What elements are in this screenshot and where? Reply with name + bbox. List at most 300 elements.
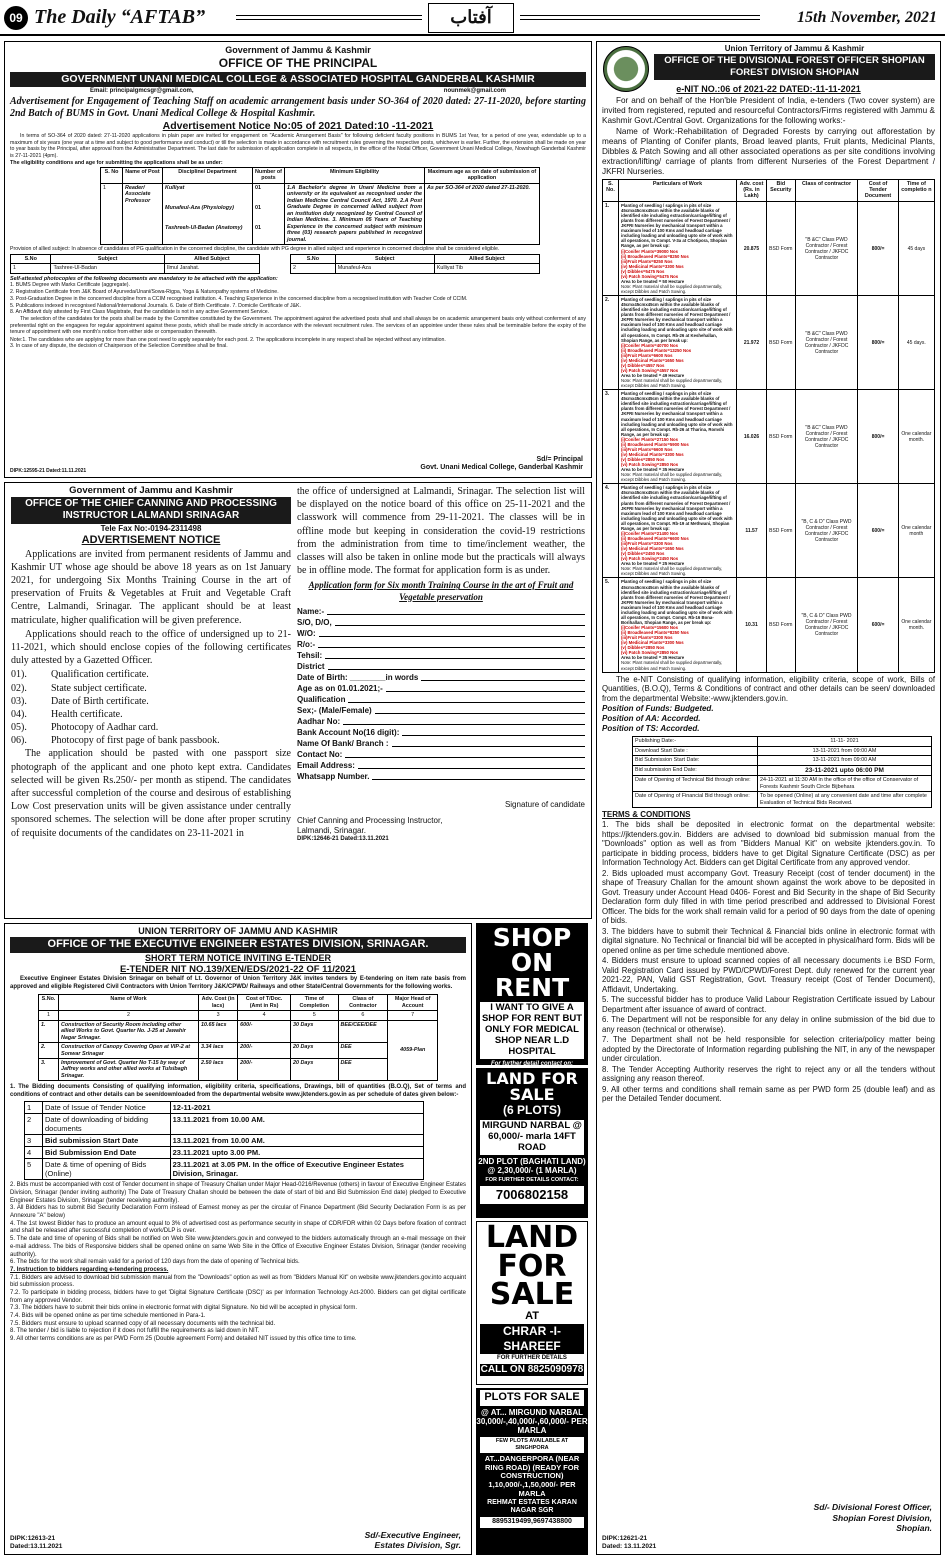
- table-row: [101, 183, 540, 244]
- list-item: 2. Registration Certificate from J&K Board of Ayurveda/Unani/Sowa-Rigpa, Yoga & Naturopathy systems of Medicine.: [10, 289, 279, 296]
- cell-class: "B &C" Class PWD Contractor / Forest Contractor / JKFDC Contractor: [795, 201, 858, 295]
- work-item: (iv) Medicinal Plants=1650 Nos: [621, 546, 684, 552]
- form-field-label: District: [297, 661, 325, 671]
- cell-time: 45 days: [898, 201, 934, 295]
- cell-security: BSD Form: [767, 484, 796, 578]
- table-row: [603, 296, 935, 390]
- lalmandi-signature: Chief Canning and Processing Instructor,: [297, 815, 443, 825]
- list-item: 9. All other terms conditions are as per PWD Form 25 (Double agreement Form) and detailed NIT issued by this office time to time.: [10, 1335, 357, 1342]
- forest-signature-place: Shopian.: [896, 1523, 932, 1534]
- table-row: [603, 484, 935, 578]
- lalmandi-form-title: Application form for Six month Training Course in the art of Fruit and Vegetable preservation: [308, 580, 574, 602]
- masthead-rule-right: [520, 15, 760, 20]
- cell: Date of downloading of bidding documents: [43, 1114, 171, 1135]
- form-field: [297, 717, 585, 727]
- land2-title: LAND FOR SALE: [485, 1221, 579, 1312]
- cell-security: BSD Form: [767, 578, 796, 672]
- allied-cell: Ilmul Jarahat.: [164, 264, 259, 273]
- estates-signature-division: Estates Division, Sgr.: [374, 1540, 461, 1551]
- cell: Bid submission End Date:: [633, 765, 758, 776]
- estates-office-banner: OFFICE OF THE EXECUTIVE ENGINEER ESTATES DIVISION, SRINAGAR.: [10, 937, 466, 953]
- unani-notes: [10, 337, 586, 350]
- list-item: 5. Publications indexed in recognised National/International Journals. 6. Date of Birth Certificate. 7. Domicile Certificate of J&K.: [10, 302, 301, 309]
- col-doc: Cost of T/Doc. (Amt in Rs): [238, 995, 291, 1011]
- list-item: [11, 668, 291, 681]
- table-row: [39, 1043, 438, 1059]
- work-area: Area to be treated = 25 Hectare: [621, 561, 685, 567]
- cell: Date of Opening of Financial Bid through online:: [633, 792, 758, 808]
- table-row: [633, 792, 932, 808]
- cell: 200/-: [238, 1043, 291, 1059]
- form-field-label: Email Address:: [297, 760, 355, 770]
- lalmandi-p3: The application should be pasted with one passport size photograph of the applicant and one photo kept extra. Candidates selected will be given Rs.250/- per month as stipend. The candidates after successful completion of the course and desirous of establishing Low Cost preservation units will be given assistance under centrally sponsored schemes. The selection will be done after proper scrutiny of requisite documents of the candidates on 23-11-2021 in: [11, 748, 291, 839]
- form-field-label: W/O:: [297, 628, 316, 638]
- list-num: 04).: [11, 708, 27, 720]
- cell-sno: 1: [101, 183, 123, 244]
- unani-college-banner: GOVERNMENT UNANI MEDICAL COLLEGE & ASSOCIATED HOSPITAL GANDERBAL KASHMIR: [10, 72, 586, 87]
- lalmandi-cert-list: [11, 668, 291, 747]
- cell: Publishing Date:-: [633, 737, 758, 746]
- work-area: Area to be treated = 50 Hectare: [621, 278, 685, 284]
- lalmandi-signature-place: Lalmandi, Srinagar.: [297, 825, 366, 835]
- estates-dipk: DIPK:12613-21: [10, 1534, 56, 1542]
- unani-signature: Sd/= Principal: [536, 455, 583, 463]
- work-place: Rb-26 at Keshehallan, Shopian Range, as per break up:: [621, 332, 717, 343]
- cell: 30 Days: [291, 1020, 338, 1042]
- form-field: [297, 662, 585, 672]
- work-item: (vi) Patch Sowing=2850 Nos: [621, 650, 679, 656]
- list-item: 7.2. To participate in bidding process, bidders have to get 'Digital Signature Certificate (DSC)' as per Information Technology Act-2000. Bidders can get digital certificate from any approved Vendor.: [10, 1289, 466, 1304]
- list-item: 3. All Bidders has to submit Bid Security Declaration Form instead of Earnest money as per the circular of Finance Department (Bid Security Declaration Form is as per Annexure "A" below): [10, 1205, 466, 1220]
- form-field: [297, 750, 585, 760]
- cell-cost: 10.31: [737, 578, 767, 672]
- cell: DEE: [338, 1043, 388, 1059]
- count-2: 01: [255, 204, 261, 211]
- form-field-label: Age as on 01.01.2021;-: [297, 683, 383, 693]
- col-num: 7: [388, 1011, 438, 1020]
- work-item: (iii)Fruit Plants=8250 Nos: [621, 258, 673, 264]
- cell-doc: 600/=: [858, 484, 898, 578]
- forest-works-table: [602, 179, 935, 673]
- cell: Bid submission Start Date: [43, 1135, 171, 1147]
- allied-col-subject: Subject: [335, 254, 434, 263]
- list-item: 8. The tender / bid is liable to rejection if it does not fulfill the requirements as laid down in NIT.: [10, 1328, 260, 1335]
- list-item: 7. Instruction to bidders regarding e-tendering process.: [10, 1266, 169, 1273]
- forest-terms-heading: TERMS & CONDITIONS: [602, 810, 691, 820]
- land1-body2: 2ND PLOT (BAGHATI LAND) @ 2,30,000/- (1 MARLA): [478, 1156, 586, 1175]
- table-row: [25, 1159, 424, 1180]
- work-note: Note: Plant material shall be supplied departmentally, except Dibbles and Patch Sowing.: [621, 566, 723, 577]
- list-item: 4. The 1st lowest Bidder has to produce an amount equal to 3% of advertised cost as performance security in shape of CDR/FDR within 02 Days before fixation of contract and shall be released after successful completion of work/DLP is over.: [10, 1220, 466, 1235]
- form-field-label: Bank Account No(16 digit):: [297, 727, 400, 737]
- col-work: Name of Work: [59, 995, 199, 1011]
- cell-time: One calendar month.: [898, 578, 934, 672]
- cell-sno: 3.: [603, 390, 619, 484]
- cell: To be opened (Online) at any convenient date and time after complete Evaluation of Technical Bids Received.: [758, 792, 932, 808]
- cell-sno: 1.: [603, 201, 619, 295]
- work-item: (iv) Medicinal Plants=3300 Nos: [621, 263, 684, 269]
- work-item: (iv) Medicinal Plants=3300 Nos: [621, 640, 684, 646]
- list-item: [11, 721, 291, 734]
- col-security: Bid Security: [767, 179, 796, 201]
- work-item: (i)Conifer Plants=15600 Nos: [621, 625, 678, 631]
- cell: 20 Days: [291, 1059, 338, 1081]
- form-field: [297, 607, 585, 617]
- list-num: 01).: [11, 669, 27, 681]
- form-field-label: S/O, D/O,: [297, 617, 332, 627]
- cell: 12-11-2021: [170, 1102, 423, 1114]
- form-field-label: R/o:-: [297, 639, 316, 649]
- col-number: Number of posts: [253, 167, 285, 183]
- cell: 1: [25, 1102, 43, 1114]
- cell: 23-11-2021 upto 06:00 PM: [758, 765, 932, 776]
- allied-col-sno: S.No: [11, 254, 51, 263]
- plots-title: PLOTS FOR SALE: [480, 1390, 584, 1406]
- dept-1: Kulliyat: [165, 184, 185, 191]
- work-item: (vi) Patch Sowing=5475 Nos: [621, 273, 679, 279]
- col-sno: S.No.: [39, 995, 59, 1011]
- unani-docs-list: [10, 282, 586, 316]
- land1-title: LAND FOR SALE: [486, 1069, 578, 1104]
- cell-work: [619, 578, 737, 672]
- forest-terms: [602, 820, 935, 1104]
- table-row: [25, 1147, 424, 1159]
- lalmandi-fax: Tele Fax No:-0194-2311498: [100, 523, 202, 533]
- estates-terms: [10, 1182, 466, 1343]
- forest-dipk: DIPK:12621-21: [602, 1534, 648, 1542]
- cell-time: 45 days.: [898, 296, 934, 390]
- forest-division-advert: [596, 41, 941, 1555]
- work-item: (v) Dibbles=5475 Nos: [621, 268, 665, 274]
- list-item: 7.3. The bidders have to submit their bids online in electronic format with digital Signature. No bid will be accepted in physical form.: [10, 1305, 358, 1312]
- work-place: Rb-26 at Tharina, Romshi Range, as per break up:: [621, 426, 725, 437]
- col-time: Time of Completion: [291, 995, 338, 1011]
- cell: Construction of Security Room including other allied Works to Govt. Quarter No. J-25 at Jawahir Nagar Srinagar.: [59, 1020, 199, 1042]
- unani-intro: In terms of SO-364 of 2020 dated: 27-11-2020 applications in plain paper are invited for engagement on "Academic Arrangement Basis" for following deficient faculty positions in BUMS 1st Year, for a period of one year, extendable up to a maximum of six years (one year at a time and subject to good performance and conduct) or till the selection is made in accordance with recruitment rules governing the respective posts, whichever is earlier. Further, the extension shall be made on year to year basis by the Principal, after approval from the Administrative Department. The last date for submission of application complete in all respects, in the office of the Nodal Officer, Government Unani Medical College, Nowshagh Ganderbal Kashmir is 27-11-2021 (4pm).: [10, 133, 586, 159]
- table-row: [39, 1059, 438, 1081]
- list-item: Position of Funds: Budgeted.: [602, 704, 714, 714]
- work-place: V-3a at Chotipora, Shopian Range, as per break up:: [621, 238, 728, 249]
- list-num: 06).: [11, 735, 27, 747]
- work-item: (i)Conifer Plants=39000 Nos: [621, 248, 678, 254]
- work-text: Planting of seedling / saplings in pits of size 45cmx45cmx45cm within the available blanks of identified site including extraction/carriage/lifting of plants from different nurseries of Forest Department / JKFRI Nurseries by mechanical transport within a maximum lead of 100 Kms and headload carriage including loading and unloading upto site of work with all operations, In Compt.: [621, 485, 733, 526]
- list-item: Position of TS: Accorded.: [602, 724, 700, 734]
- work-area: Area to be treated = 35 Hectare: [621, 655, 685, 661]
- form-field: [297, 739, 585, 749]
- work-note: Note: Plant material shall be supplied departmentally, except Dibbles and Patch Sowing.: [621, 283, 723, 295]
- cell: 13-11-2021 from 09:00 AM: [758, 756, 932, 765]
- col-cost: Adv. Cost (in lacs): [199, 995, 238, 1011]
- form-field-label: Tehsil:: [297, 650, 323, 660]
- work-item: (iii)Fruit Plants=6600 Nos: [621, 352, 673, 358]
- cell: BEE/CEE/DEE: [338, 1020, 388, 1042]
- cell-work: [619, 296, 737, 390]
- cell-sno: 2.: [603, 296, 619, 390]
- form-field: [297, 629, 585, 639]
- list-text: Date of Birth certificate.: [51, 695, 149, 707]
- cell: 23.11.2021 at 3.05 PM. In the office of Executive Engineer Estates Division, Srinagar.: [170, 1159, 423, 1180]
- note-item: 3. In case of any dispute, the decision of Chairperson of the Selection Committee shall be final.: [10, 343, 228, 350]
- forest-division-banner: FOREST DIVISION SHOPIAN: [654, 67, 935, 80]
- col-num: 3: [199, 1011, 238, 1020]
- list-item: 9. All other terms and conditions shall remain same as per PWD form 25 (double leaf) and as per the Detailed Tender document.: [602, 1084, 935, 1104]
- forest-work: Name of Work:-Rehabilitation of Degraded Forests by carrying out afforestation by means of Planting of Conifer plants, Broad leaved plants, Fruit plants, Medicinal Plants, Dibbles & Patch Sowing and all other associated operations as per site conditions involving extraction/lifting/ carriage of plants from different Nurseries of the Forest Department / JKFRI Nurseries.: [602, 126, 935, 176]
- list-item: [11, 734, 291, 747]
- land2-phone: CALL ON 8825090978: [480, 1363, 584, 1375]
- cell-sno: 4.: [603, 484, 619, 578]
- form-field-label: Qualification: [297, 694, 346, 704]
- list-item: 7.4. Bids will be opened online as per time schedule mentioned in Para-1.: [10, 1312, 206, 1319]
- lalmandi-p2: Applications should reach to the office of undersigned up to 21-11-2021, which should enclose copies of the following certificates duly attested by a Gazetted Officer.: [11, 628, 291, 667]
- form-field-label: Contact No:: [297, 749, 343, 759]
- cell: 2.50 lacs: [199, 1059, 238, 1081]
- cell-doc: 800/=: [858, 201, 898, 295]
- estates-nit: E-TENDER NIT NO.139/XEN/EDS/2021-22 OF 11/2021: [119, 964, 356, 976]
- unani-posts-table: [100, 167, 540, 245]
- lalmandi-form: [297, 607, 585, 782]
- plots-body2: AT...DANGERPORA (NEAR RING ROAD) (READY FOR CONSTRUCTION) 1,10,000/-,1,50,000/- PER MARLA: [484, 1454, 580, 1498]
- forest-emblem: [603, 46, 649, 92]
- count-3: 01: [255, 224, 261, 231]
- list-num: 02).: [11, 682, 27, 694]
- shop-ad-body: I WANT TO GIVE A SHOP FOR RENT BUT ONLY FOR MEDICAL SHOP NEAR L.D HOSPITAL: [481, 1002, 583, 1057]
- land2-at: AT: [525, 1309, 539, 1322]
- plots-phone: 8895319499,9697438800: [480, 1517, 584, 1528]
- unani-office: OFFICE OF THE PRINCIPAL: [218, 56, 378, 71]
- list-item: 7.5. Bidders must ensure to upload scanned copy of all necessary documents with the technical bid.: [10, 1320, 276, 1327]
- cell: 13.11.2021 from 10.00 AM.: [170, 1135, 423, 1147]
- col-class: Class of contractor: [795, 179, 858, 201]
- form-field: [297, 761, 585, 771]
- lalmandi-signature-label: Signature of candidate: [504, 799, 585, 809]
- unani-college-advert: [4, 41, 592, 478]
- lalmandi-advert: [4, 482, 592, 919]
- estates-dated: Dated:13.11.2021: [10, 1542, 63, 1550]
- work-text: Planting of seedling / saplings in pits of size 45cmx45cmx45cm within the available blanks of identified site including extraction/carriage/lifting of plants from different nurseries of Forest Department / JKFRI Nurseries by mechanical transport within a maximum lead of 100 Kms and headload carriage including loading and unloading upto site of work with all operations, In Compt.: [621, 579, 733, 620]
- cell-work: [619, 201, 737, 295]
- table-row: [11, 264, 260, 273]
- work-item: (ii) Broadleaved Plants=5900 Nos: [621, 441, 689, 447]
- table-row: [603, 201, 935, 295]
- work-item: (ii) Broadleaved Plants=6600 Nos: [621, 535, 689, 541]
- table-row: [25, 1114, 424, 1135]
- work-item: (v) Dibbles=2850 Nos: [621, 645, 665, 651]
- plots-sub: FEW PLOTS AVAILABLE AT SINGHPORA: [480, 1437, 584, 1453]
- form-field: [297, 728, 585, 738]
- col-num: 4: [238, 1011, 291, 1020]
- work-text: Planting of seedling / saplings in pits of size 45cmx45cmx45cm within the available blanks of identified site including extraction/carriage/lifting of plants from different nurseries of Forest Department / JKFRI Nurseries by mechanical transport within a maximum lead of 100 Kms and headload carriage including loading and unloading upto site of work with all operations, In Compt.: [621, 297, 733, 338]
- cell: 3: [25, 1135, 43, 1147]
- table-row: [25, 1135, 424, 1147]
- land1-contact: FOR FURTHER DETAILS CONTACT:: [485, 1177, 579, 1184]
- col-num: 1: [39, 1011, 59, 1020]
- estates-advert: [4, 923, 472, 1555]
- shop-ad-contact: For further detail contact on:: [490, 1060, 573, 1065]
- cell: DEE: [338, 1059, 388, 1081]
- shop-ad-title: SHOP ON RENT: [492, 923, 572, 1002]
- estates-schedule-table: [24, 1101, 424, 1180]
- dept-2: Munafeul-Aza (Physiology): [165, 204, 234, 211]
- allied-col-allied: Allied Subject: [164, 254, 259, 263]
- col-doc: Cost of Tender Document: [858, 179, 898, 201]
- work-text: Planting of seedling / saplings in pits of size 45cmx45cmx45cm within the available blanks of identified site including extraction/carriage/lifting of plants from different nurseries of Forest Department / JKFRI Nurseries by mechanical transport within a maximum lead of 100 Kms and headload carriage including loading and unloading upto site of work with all operations, In Compt.: [621, 202, 733, 244]
- cell: 2: [25, 1114, 43, 1135]
- cell: 4: [25, 1147, 43, 1159]
- list-item: 3. Post-Graduation Degree in the concerned discipline from a CCIM recognised institution. 4. Teaching Experience in the concerned discipline from a recognised institution with Teacher Code of CCIM.: [10, 295, 468, 302]
- work-item: (vi) Patch Sowing=2450 Nos: [621, 556, 679, 562]
- cell: Improvement of Govt. Quarter No T-15 by way of Jaffrey works and other allied works at Tulsibagh Srinagar.: [59, 1059, 199, 1081]
- cell-time: One calendar month.: [898, 390, 934, 484]
- list-item: 8. The Tender Accepting Authority reserves the right to reject any or all the tenders without assigning any reason thereof.: [602, 1064, 935, 1084]
- cell: 10.65 lacs: [199, 1020, 238, 1042]
- cell-class: "B &C" Class PWD Contractor / Forest Contractor / JKFDC Contractor: [795, 390, 858, 484]
- form-field: [297, 772, 585, 782]
- unani-notice-number: Advertisement Notice No:05 of 2021 Dated:10 -11-2021: [162, 119, 434, 132]
- col-age: Maximum age as on date of submission of application: [425, 167, 540, 183]
- form-field: [297, 695, 585, 705]
- cell-age: As per SO-364 of 2020 dated 27-11-2020.: [425, 183, 540, 244]
- cell: 20 Days: [291, 1043, 338, 1059]
- form-field-label: Whatsapp Number.: [297, 771, 370, 781]
- list-item: 2. Bids must be accompanied with cost of Tender document in shape of Treasury Challan under Major Head-0216/Revenue (others) in favour of Executive Engineer Estates Division, Srinagar (tender inviting authority) The Date of Treasury Challan should be between the date of start of bid and Bid Submission End date) pledged to Executive Engineer Estates Division, Srinagar (tender receiving authority).: [10, 1182, 466, 1204]
- cell: 3.34 lacs: [199, 1043, 238, 1059]
- land2-contact: FOR FURTHER DETAILS: [497, 1355, 567, 1362]
- work-item: (ii) Broadleaved Plants=8250 Nos: [621, 630, 689, 636]
- list-item: 8. An Affidavit duly attested by First Class Magistrate, that the candidate is not in any active Government Service.: [10, 309, 270, 316]
- cell-time: One calendar month: [898, 484, 934, 578]
- unani-subject: Advertisement for Engagement of Teaching Staff on academic arrangement basis under SO-364 of 2020 dated: 27-11-2020, before starting 2nd Batch of BUMS in Govt. Unani Medical College & Hospital Kashmir.: [10, 95, 586, 119]
- work-place: Rb-19 at Methwani, Shopian Range, as per break up:: [621, 520, 730, 531]
- col-eligibility: Minimum Eligibility: [285, 167, 425, 183]
- allied-cell: Tashree-Ul-Badan: [51, 264, 164, 273]
- col-num: 5: [291, 1011, 338, 1020]
- work-item: (v) Dibbles=4557 Nos: [621, 362, 665, 368]
- forest-signature-division: Shopian Forest Division,: [832, 1512, 932, 1523]
- cell-major-head: 4059-Plan: [388, 1020, 438, 1081]
- work-place: Compt. Rb-16 Bona-Borihallan, Shopian Range, as per break up:: [621, 614, 714, 625]
- cell: 200/-: [238, 1059, 291, 1081]
- table-row: [633, 746, 932, 755]
- allied-col-allied: Allied Subject: [434, 254, 539, 263]
- note-item: Note:1. The candidates who are applying for more than one post need to apply separately for each post. 2. The applications incomplete in any respect shall be rejected without any intimation.: [10, 336, 446, 343]
- cell-security: BSD Form: [767, 390, 796, 484]
- col-work: Particulars of Work: [619, 179, 737, 201]
- col-class: Class of Contractor: [338, 995, 388, 1011]
- estates-p1: 1. The Bidding documents Consisting of qualifying information, eligibility criteria, specifications, Drawings, bill of quantities (B.O.Q), Set of terms and conditions of contract and other details can be seen/downloaded from the departmental website www.jktenders.gov.in as per schedule of dates given below:-: [10, 1084, 466, 1098]
- count-1: 01: [255, 184, 261, 191]
- lalmandi-heading: ADVERTISEMENT NOTICE: [81, 533, 221, 546]
- work-item: (iii)Fruit Plants=6600 Nos: [621, 446, 673, 452]
- cell: 2.: [39, 1043, 59, 1059]
- cell-work: [619, 484, 737, 578]
- work-item: (i)Conifer Plants=21400 Nos: [621, 530, 678, 536]
- cell-doc: 800/=: [858, 296, 898, 390]
- list-item: Position of AA: Accorded.: [602, 714, 701, 724]
- land-for-sale-ad-chrar: [476, 1221, 588, 1385]
- form-field: [297, 640, 585, 650]
- cell-doc: 600/=: [858, 578, 898, 672]
- cell: 23.11.2021 upto 3.00 PM.: [170, 1147, 423, 1159]
- allied-col-subject: Subject: [51, 254, 164, 263]
- dept-3: Tashreeh-Ul-Badan (Anatomy): [165, 224, 243, 231]
- form-field: [297, 651, 585, 661]
- cell: Bid Submission End Date: [43, 1147, 171, 1159]
- work-item: (iv) Medicinal Plants=3300 Nos: [621, 451, 684, 457]
- cell-doc: 800/=: [858, 390, 898, 484]
- lalmandi-govt: Government of Jammu and Kashmir: [69, 485, 233, 496]
- allied-table-1: [10, 254, 260, 274]
- allied-col-sno: S.No: [291, 254, 336, 263]
- cell: 24-11-2021 at 11:30 AM in the office of the office of Conservator of Forests Kashmir South Circle Bijbehara: [758, 776, 932, 792]
- page-number: 09: [4, 6, 28, 30]
- col-sno: S. No.: [603, 179, 619, 201]
- forest-office-banner: OFFICE OF THE DIVISIONAL FOREST OFFICER SHOPIAN: [654, 54, 935, 67]
- list-item: 3. The bidders have to submit their Technical & Financial bids online in electronic format with digital signature. No Technical or financial bid will be accepted in physical/hard form. Bids will be opened online as per time schedule mentioned above.: [602, 926, 935, 955]
- table-row: [633, 756, 932, 765]
- list-item: 5. The date and time of opening of Bids shall be notified on Web Site www.jktenders.gov.in and conveyed to the bidders automatically through an e-mail message on their e-mail address. The bids of Responsive bidders shall be opened online on same Web Site in the Office of Executive Engineer Estates Division, Srinagar (tender receiving authority).: [10, 1236, 466, 1258]
- cell-sno: 5.: [603, 578, 619, 672]
- work-item: (iii)Fruit Plants=3300 Nos: [621, 541, 673, 547]
- plots-for-sale-ad: [476, 1388, 588, 1555]
- issue-date: 15th November, 2021: [797, 9, 937, 26]
- table-row: [603, 390, 935, 484]
- list-item: 1. The bids shall be deposited in electronic format on the departmental website: https://jktenders.gov.in. Bidders are advised to download bid submission manual from the "Downloads" option as well as from "Bidders Manual Kit" on website jktenders.gov.in. To participate in bidding process, bidders have to get Digital Signature Certificate (DSC) as per Information Technology Act. Bidders can get Digital Certificate from any approved vendor.: [602, 820, 935, 868]
- work-area: Area to be treated = 49 Hectare: [621, 373, 685, 379]
- list-item: 4. Bidders must ensure to upload scanned copies of all necessary documents i.e BSD Form, Valid Registration Card issued by PWD/CPWD/Forest Dept. duly renewed for the current year 2021-22, PAN, Valid GST Registration, Govt. Treasury receipt (Cost of Tender Document), Affidavit, Undertaking.: [602, 956, 935, 994]
- form-field-label: Aadhar No:: [297, 716, 341, 726]
- cell-security: BSD Form: [767, 201, 796, 295]
- plots-body: @ AT... MIRGUND NARBAL 30,000/-,40,000/-,60,000/- PER MARLA: [476, 1407, 588, 1436]
- shop-on-rent-ad: [476, 923, 588, 1065]
- masthead: [0, 0, 945, 36]
- cell: 3.: [39, 1059, 59, 1081]
- cell: Download Start Date :: [633, 746, 758, 755]
- cell-class: "B &C" Class PWD Contractor / Forest Contractor / JKFDC Contractor: [795, 296, 858, 390]
- cell: Date of Opening of Technical Bid through online:: [633, 776, 758, 792]
- unani-eligibility-heading: The eligibility conditions and age for submitting the applications shall be as under:: [10, 160, 223, 166]
- col-cost: Adv. cost (Rs. in Lakh): [737, 179, 767, 201]
- col-head: Major Head of Account: [388, 995, 438, 1011]
- masthead-rule-left: [236, 15, 422, 20]
- list-item: 2. Bids uploaded must accompany Govt. Treasury Receipt (cost of tender document) in the shape of Treasury Challan for the amount shown against the work above to be deposited in Govt. Treasury under Account Head 0406- Forest and Bid Security in the shape of Bid Security Declaration form duly filled in with time period prescribed and addressed to Divisional Forest Officer. The bids for the work shall remain valid for a period of 90 days from the date of opening of bids.: [602, 868, 935, 926]
- lalmandi-dipk: DIPK:12646-21 Dated:13.11.2021: [297, 835, 389, 842]
- work-note: Note: Plant material shall be supplied departmentally, except Dibbles and Patch Sowing.: [621, 378, 723, 389]
- lalmandi-p1: Applications are invited from permanent residents of Jammu and Kashmir UT whose age should be above 18 years as on 1st January 2021, for undergoing Six Months Training Course in the art of preservation of Fruits & Vegetables at Fruit and Vegetable Craft Centre, Lalmandi, Srinagar. The applicant should be at least matriculate, higher qualification will be given preference.: [11, 548, 291, 626]
- cell-work: [619, 390, 737, 484]
- list-text: Qualification certificate.: [51, 669, 149, 681]
- work-item: (ii) Broadleaved Plants=13250 Nos: [621, 347, 692, 353]
- forest-ut: Union Territory of Jammu & Kashmir: [724, 44, 865, 53]
- cell-cost: 16.026: [737, 390, 767, 484]
- unani-selection-para: The selection of the candidates for the posts shall be made by the Committee constituted by the Government. The appointment against the advertised posts shall and shall always be on academic arrangement basis only without conferment of any preferential right on the engagees for regular appointment against these posts, which shall be made strictly in accordance with the relevant recruitment rules. The services of an appointee under these rules shall be terminable before the expiry of the tenure of appointment with one month's notice from either side or compensation therewith.: [10, 316, 586, 336]
- cell-cost: 11.57: [737, 484, 767, 578]
- work-text: Planting of seedling / saplings in pits of size 45cmx45cmx45cm within the available blanks of identified site including extraction/carriage/lifting of plants from different nurseries of Forest Department / JKFRI Nurseries by mechanical transport within a maximum lead of 100 Kms and headload carriage including loading and unloading upto site of work with all operations, In Compt.: [621, 391, 733, 432]
- estates-signature: Sd/-Executive Engineer,: [364, 1529, 461, 1540]
- work-note: Note: Plant material shall be supplied departmentally, except Dibbles and Patch Sowing.: [621, 472, 723, 483]
- work-item: (iii)Fruit Plants=3300 Nos: [621, 635, 673, 641]
- unani-docs-heading: Self-attested photocopies of the following documents are mandatory to be attached with the application:: [10, 275, 278, 282]
- lalmandi-office-banner: OFFICE OF THE CHIEF CANNING AND PROCESSING INSTRUCTOR LALMANDI SRINAGAR: [11, 497, 291, 524]
- table-row: [603, 578, 935, 672]
- estates-works-table: [38, 994, 438, 1081]
- cell-class: "B, C & D" Class PWD Contractor / Forest Contractor / JKFDC Contractor: [795, 578, 858, 672]
- form-field-label: Sex;- (Male/Female): [297, 705, 372, 715]
- cell: 13-11-2021 from 09:00 AM: [758, 746, 932, 755]
- work-item: (v) Dibbles=2850 Nos: [621, 457, 665, 463]
- cell-class: "B, C & D" Class PWD Contractor / Forest Contractor / JKFDC Contractor: [795, 484, 858, 578]
- plots-firm: REHMAT ESTATES KARAN NAGAR SGR: [487, 1499, 577, 1515]
- estates-intro: Executive Engineer Estates Division Srinagar on behalf of Lt. Governor of Union Territory J&K invites tenders by E-tendering on item rate basis from approved and eligible Registered Civil Contractors with Union Territory J&K/CPWD/ Railways and other State/Central Governments for the following works.: [10, 976, 466, 990]
